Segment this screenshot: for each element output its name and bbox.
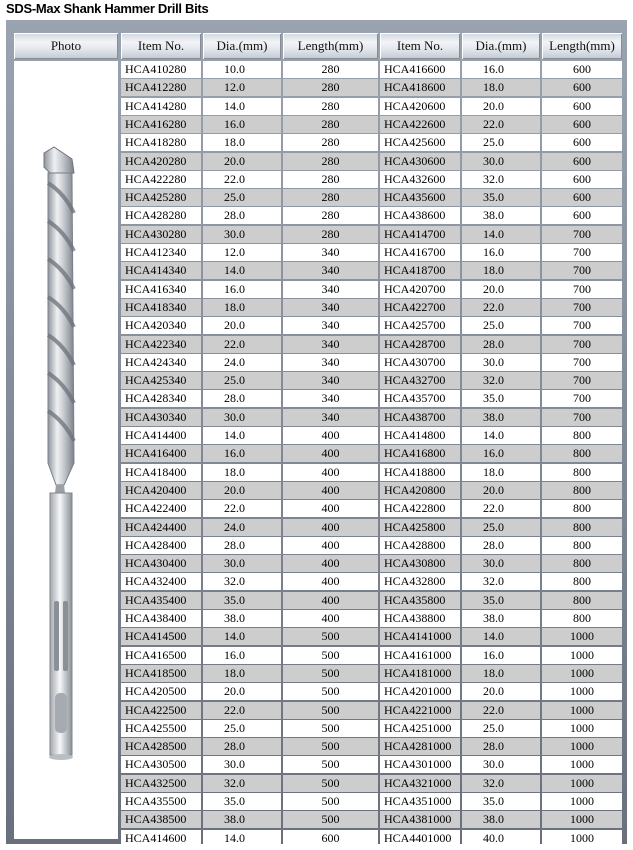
item-no-cell: HCA418400 (121, 464, 201, 481)
item-no-cell: HCA425340 (121, 372, 201, 389)
item-no-cell-2: HCA420700 (380, 281, 460, 298)
diameter-cell: 14.0 (203, 830, 281, 847)
length-cell-2: 600 (542, 153, 622, 170)
item-no-cell: HCA428500 (121, 738, 201, 755)
diameter-cell: 22.0 (203, 702, 281, 719)
length-cell-2: 800 (542, 573, 622, 590)
item-no-cell-2: HCA432700 (380, 372, 460, 389)
column-header-length-2: Length(mm) (542, 33, 622, 59)
length-cell: 400 (283, 519, 378, 536)
length-cell-2: 800 (542, 537, 622, 554)
item-no-cell-2: HCA430800 (380, 555, 460, 572)
item-no-cell: HCA422400 (121, 500, 201, 517)
diameter-cell: 32.0 (203, 775, 281, 792)
diameter-cell-2: 14.0 (462, 427, 540, 444)
item-no-cell-2: HCA425800 (380, 519, 460, 536)
length-cell-2: 1000 (542, 683, 622, 700)
diameter-cell-2: 38.0 (462, 811, 540, 828)
item-no-cell: HCA420400 (121, 482, 201, 499)
diameter-cell: 22.0 (203, 336, 281, 353)
diameter-cell-2: 20.0 (462, 683, 540, 700)
diameter-cell-2: 35.0 (462, 390, 540, 407)
item-no-cell: HCA430400 (121, 555, 201, 572)
diameter-cell-2: 20.0 (462, 482, 540, 499)
item-no-cell-2: HCA422800 (380, 500, 460, 517)
diameter-cell: 25.0 (203, 720, 281, 737)
length-cell-2: 800 (542, 445, 622, 462)
length-cell-2: 600 (542, 61, 622, 78)
item-no-cell-2: HCA435600 (380, 189, 460, 206)
length-cell-2: 1000 (542, 756, 622, 773)
item-no-cell-2: HCA4301000 (380, 756, 460, 773)
diameter-cell-2: 38.0 (462, 207, 540, 224)
diameter-cell: 14.0 (203, 262, 281, 279)
item-no-cell-2: HCA416800 (380, 445, 460, 462)
length-cell-2: 800 (542, 500, 622, 517)
diameter-cell: 16.0 (203, 116, 281, 133)
item-no-cell-2: HCA4281000 (380, 738, 460, 755)
diameter-cell: 14.0 (203, 98, 281, 115)
diameter-cell: 24.0 (203, 354, 281, 371)
length-cell-2: 1000 (542, 738, 622, 755)
item-no-cell-2: HCA432600 (380, 171, 460, 188)
length-cell: 500 (283, 683, 378, 700)
length-cell-2: 800 (542, 610, 622, 627)
diameter-cell: 12.0 (203, 79, 281, 96)
length-cell: 400 (283, 445, 378, 462)
length-cell: 280 (283, 171, 378, 188)
item-no-cell: HCA416500 (121, 647, 201, 664)
item-no-cell-2: HCA414800 (380, 427, 460, 444)
length-cell-2: 1000 (542, 720, 622, 737)
item-no-cell: HCA416400 (121, 445, 201, 462)
length-cell-2: 800 (542, 427, 622, 444)
diameter-cell: 18.0 (203, 299, 281, 316)
item-no-cell-2: HCA4181000 (380, 665, 460, 682)
diameter-cell-2: 14.0 (462, 628, 540, 645)
diameter-cell-2: 28.0 (462, 336, 540, 353)
length-cell-2: 600 (542, 134, 622, 151)
length-cell-2: 1000 (542, 830, 622, 847)
length-cell: 400 (283, 500, 378, 517)
length-cell-2: 800 (542, 592, 622, 609)
diameter-cell: 16.0 (203, 445, 281, 462)
length-cell: 340 (283, 244, 378, 261)
item-no-cell-2: HCA4201000 (380, 683, 460, 700)
item-no-cell: HCA432500 (121, 775, 201, 792)
item-no-cell: HCA428400 (121, 537, 201, 554)
item-no-cell: HCA414600 (121, 830, 201, 847)
item-no-cell-2: HCA418600 (380, 79, 460, 96)
item-no-cell-2: HCA4161000 (380, 647, 460, 664)
diameter-cell: 20.0 (203, 317, 281, 334)
item-no-cell-2: HCA432800 (380, 573, 460, 590)
item-no-cell-2: HCA428700 (380, 336, 460, 353)
length-cell: 500 (283, 720, 378, 737)
diameter-cell-2: 16.0 (462, 445, 540, 462)
item-no-cell: HCA438400 (121, 610, 201, 627)
diameter-cell-2: 35.0 (462, 189, 540, 206)
item-no-cell: HCA428280 (121, 207, 201, 224)
length-cell: 500 (283, 793, 378, 810)
column-header-item-no-2: Item No. (380, 33, 460, 59)
item-no-cell-2: HCA416700 (380, 244, 460, 261)
length-cell: 500 (283, 647, 378, 664)
diameter-cell: 35.0 (203, 793, 281, 810)
item-no-cell-2: HCA425700 (380, 317, 460, 334)
length-cell-2: 600 (542, 207, 622, 224)
diameter-cell-2: 40.0 (462, 830, 540, 847)
item-no-cell: HCA414280 (121, 98, 201, 115)
item-no-cell: HCA420340 (121, 317, 201, 334)
diameter-cell: 14.0 (203, 628, 281, 645)
diameter-cell-2: 32.0 (462, 372, 540, 389)
length-cell-2: 700 (542, 390, 622, 407)
diameter-cell: 20.0 (203, 482, 281, 499)
item-no-cell: HCA435500 (121, 793, 201, 810)
length-cell: 500 (283, 628, 378, 645)
item-no-cell-2: HCA4351000 (380, 793, 460, 810)
length-cell: 500 (283, 665, 378, 682)
item-no-cell: HCA414400 (121, 427, 201, 444)
diameter-cell-2: 30.0 (462, 555, 540, 572)
item-no-cell: HCA422280 (121, 171, 201, 188)
item-no-cell-2: HCA435700 (380, 390, 460, 407)
length-cell: 280 (283, 98, 378, 115)
length-cell-2: 700 (542, 299, 622, 316)
page-title: SDS-Max Shank Hammer Drill Bits (6, 1, 209, 16)
length-cell: 400 (283, 573, 378, 590)
item-no-cell: HCA424340 (121, 354, 201, 371)
item-no-cell-2: HCA4321000 (380, 775, 460, 792)
column-header-diameter-2: Dia.(mm) (462, 33, 540, 59)
diameter-cell-2: 20.0 (462, 98, 540, 115)
length-cell-2: 600 (542, 171, 622, 188)
item-no-cell: HCA422500 (121, 702, 201, 719)
product-photo-cell (14, 61, 118, 839)
length-cell-2: 700 (542, 262, 622, 279)
length-cell: 400 (283, 482, 378, 499)
diameter-cell: 28.0 (203, 738, 281, 755)
length-cell-2: 600 (542, 189, 622, 206)
item-no-cell-2: HCA420800 (380, 482, 460, 499)
diameter-cell-2: 30.0 (462, 354, 540, 371)
length-cell-2: 700 (542, 336, 622, 353)
length-cell-2: 1000 (542, 793, 622, 810)
diameter-cell-2: 16.0 (462, 647, 540, 664)
diameter-cell-2: 32.0 (462, 171, 540, 188)
column-header-photo: Photo (14, 33, 118, 59)
length-cell-2: 1000 (542, 628, 622, 645)
diameter-cell-2: 18.0 (462, 79, 540, 96)
item-no-cell-2: HCA430700 (380, 354, 460, 371)
item-no-cell: HCA438500 (121, 811, 201, 828)
diameter-cell-2: 16.0 (462, 61, 540, 78)
item-no-cell: HCA425280 (121, 189, 201, 206)
length-cell-2: 800 (542, 555, 622, 572)
diameter-cell-2: 25.0 (462, 317, 540, 334)
length-cell: 340 (283, 372, 378, 389)
diameter-cell-2: 22.0 (462, 116, 540, 133)
diameter-cell: 38.0 (203, 610, 281, 627)
length-cell-2: 1000 (542, 702, 622, 719)
item-no-cell: HCA432400 (121, 573, 201, 590)
item-no-cell: HCA420500 (121, 683, 201, 700)
item-no-cell-2: HCA430600 (380, 153, 460, 170)
item-no-cell: HCA425500 (121, 720, 201, 737)
diameter-cell-2: 35.0 (462, 793, 540, 810)
length-cell: 340 (283, 281, 378, 298)
length-cell: 280 (283, 61, 378, 78)
diameter-cell-2: 30.0 (462, 153, 540, 170)
item-no-cell: HCA418340 (121, 299, 201, 316)
length-cell-2: 700 (542, 281, 622, 298)
item-no-cell: HCA428340 (121, 390, 201, 407)
length-cell: 500 (283, 775, 378, 792)
length-cell-2: 700 (542, 317, 622, 334)
diameter-cell-2: 35.0 (462, 592, 540, 609)
length-cell: 340 (283, 390, 378, 407)
length-cell-2: 1000 (542, 647, 622, 664)
diameter-cell-2: 22.0 (462, 500, 540, 517)
length-cell-2: 600 (542, 116, 622, 133)
length-cell-2: 1000 (542, 775, 622, 792)
diameter-cell: 32.0 (203, 573, 281, 590)
item-no-cell-2: HCA438700 (380, 409, 460, 426)
item-no-cell: HCA435400 (121, 592, 201, 609)
length-cell: 400 (283, 592, 378, 609)
diameter-cell: 22.0 (203, 171, 281, 188)
diameter-cell: 30.0 (203, 756, 281, 773)
length-cell: 400 (283, 537, 378, 554)
diameter-cell: 20.0 (203, 683, 281, 700)
length-cell-2: 700 (542, 409, 622, 426)
length-cell: 280 (283, 116, 378, 133)
item-no-cell-2: HCA4381000 (380, 811, 460, 828)
length-cell-2: 1000 (542, 811, 622, 828)
length-cell: 400 (283, 610, 378, 627)
length-cell: 400 (283, 555, 378, 572)
length-cell-2: 600 (542, 98, 622, 115)
diameter-cell: 25.0 (203, 372, 281, 389)
item-no-cell-2: HCA428800 (380, 537, 460, 554)
length-cell: 280 (283, 153, 378, 170)
item-no-cell: HCA422340 (121, 336, 201, 353)
diameter-cell: 28.0 (203, 537, 281, 554)
diameter-cell-2: 18.0 (462, 262, 540, 279)
length-cell-2: 700 (542, 226, 622, 243)
length-cell: 280 (283, 134, 378, 151)
diameter-cell: 18.0 (203, 665, 281, 682)
diameter-cell: 28.0 (203, 390, 281, 407)
diameter-cell-2: 38.0 (462, 409, 540, 426)
item-no-cell: HCA412280 (121, 79, 201, 96)
item-no-cell: HCA416280 (121, 116, 201, 133)
diameter-cell-2: 38.0 (462, 610, 540, 627)
length-cell: 500 (283, 756, 378, 773)
diameter-cell: 38.0 (203, 811, 281, 828)
length-cell-2: 700 (542, 354, 622, 371)
length-cell: 400 (283, 427, 378, 444)
diameter-cell: 18.0 (203, 134, 281, 151)
item-no-cell-2: HCA418700 (380, 262, 460, 279)
drill-bit-photo-icon (14, 61, 118, 839)
column-header-diameter: Dia.(mm) (203, 33, 281, 59)
length-cell: 340 (283, 317, 378, 334)
item-no-cell-2: HCA4141000 (380, 628, 460, 645)
diameter-cell-2: 16.0 (462, 244, 540, 261)
length-cell: 340 (283, 262, 378, 279)
diameter-cell: 30.0 (203, 226, 281, 243)
diameter-cell: 25.0 (203, 189, 281, 206)
length-cell-2: 1000 (542, 665, 622, 682)
item-no-cell-2: HCA416600 (380, 61, 460, 78)
diameter-cell-2: 30.0 (462, 756, 540, 773)
item-no-cell-2: HCA4251000 (380, 720, 460, 737)
length-cell: 280 (283, 207, 378, 224)
diameter-cell: 30.0 (203, 555, 281, 572)
item-no-cell-2: HCA4401000 (380, 830, 460, 847)
length-cell: 340 (283, 336, 378, 353)
item-no-cell: HCA414340 (121, 262, 201, 279)
item-no-cell: HCA414500 (121, 628, 201, 645)
item-no-cell: HCA416340 (121, 281, 201, 298)
length-cell-2: 700 (542, 372, 622, 389)
column-header-item-no: Item No. (121, 33, 201, 59)
item-no-cell-2: HCA414700 (380, 226, 460, 243)
diameter-cell: 14.0 (203, 427, 281, 444)
diameter-cell: 16.0 (203, 281, 281, 298)
length-cell: 280 (283, 226, 378, 243)
length-cell-2: 700 (542, 244, 622, 261)
item-no-cell-2: HCA425600 (380, 134, 460, 151)
item-no-cell: HCA418280 (121, 134, 201, 151)
length-cell-2: 600 (542, 79, 622, 96)
diameter-cell: 18.0 (203, 464, 281, 481)
length-cell: 600 (283, 830, 378, 847)
length-cell: 400 (283, 464, 378, 481)
diameter-cell-2: 28.0 (462, 738, 540, 755)
diameter-cell: 16.0 (203, 647, 281, 664)
diameter-cell-2: 25.0 (462, 720, 540, 737)
length-cell-2: 800 (542, 519, 622, 536)
item-no-cell: HCA430500 (121, 756, 201, 773)
diameter-cell: 24.0 (203, 519, 281, 536)
diameter-cell-2: 20.0 (462, 281, 540, 298)
item-no-cell-2: HCA4221000 (380, 702, 460, 719)
diameter-cell: 10.0 (203, 61, 281, 78)
item-no-cell: HCA410280 (121, 61, 201, 78)
length-cell: 340 (283, 354, 378, 371)
diameter-cell: 22.0 (203, 500, 281, 517)
item-no-cell-2: HCA438600 (380, 207, 460, 224)
length-cell: 280 (283, 79, 378, 96)
diameter-cell-2: 32.0 (462, 775, 540, 792)
item-no-cell-2: HCA422700 (380, 299, 460, 316)
diameter-cell-2: 22.0 (462, 299, 540, 316)
diameter-cell: 20.0 (203, 153, 281, 170)
diameter-cell-2: 14.0 (462, 226, 540, 243)
item-no-cell: HCA430280 (121, 226, 201, 243)
item-no-cell-2: HCA420600 (380, 98, 460, 115)
item-no-cell-2: HCA418800 (380, 464, 460, 481)
item-no-cell-2: HCA422600 (380, 116, 460, 133)
length-cell: 500 (283, 702, 378, 719)
item-no-cell-2: HCA438800 (380, 610, 460, 627)
diameter-cell-2: 25.0 (462, 134, 540, 151)
diameter-cell: 12.0 (203, 244, 281, 261)
diameter-cell-2: 32.0 (462, 573, 540, 590)
length-cell: 340 (283, 299, 378, 316)
diameter-cell-2: 28.0 (462, 537, 540, 554)
diameter-cell: 28.0 (203, 207, 281, 224)
diameter-cell-2: 18.0 (462, 464, 540, 481)
diameter-cell: 35.0 (203, 592, 281, 609)
length-cell: 280 (283, 189, 378, 206)
diameter-cell-2: 25.0 (462, 519, 540, 536)
item-no-cell-2: HCA435800 (380, 592, 460, 609)
item-no-cell: HCA418500 (121, 665, 201, 682)
column-header-length: Length(mm) (283, 33, 378, 59)
diameter-cell: 30.0 (203, 409, 281, 426)
item-no-cell: HCA424400 (121, 519, 201, 536)
length-cell-2: 800 (542, 464, 622, 481)
length-cell: 500 (283, 738, 378, 755)
item-no-cell: HCA430340 (121, 409, 201, 426)
length-cell-2: 800 (542, 482, 622, 499)
diameter-cell-2: 22.0 (462, 702, 540, 719)
diameter-cell-2: 18.0 (462, 665, 540, 682)
item-no-cell: HCA412340 (121, 244, 201, 261)
length-cell: 340 (283, 409, 378, 426)
length-cell: 500 (283, 811, 378, 828)
item-no-cell: HCA420280 (121, 153, 201, 170)
